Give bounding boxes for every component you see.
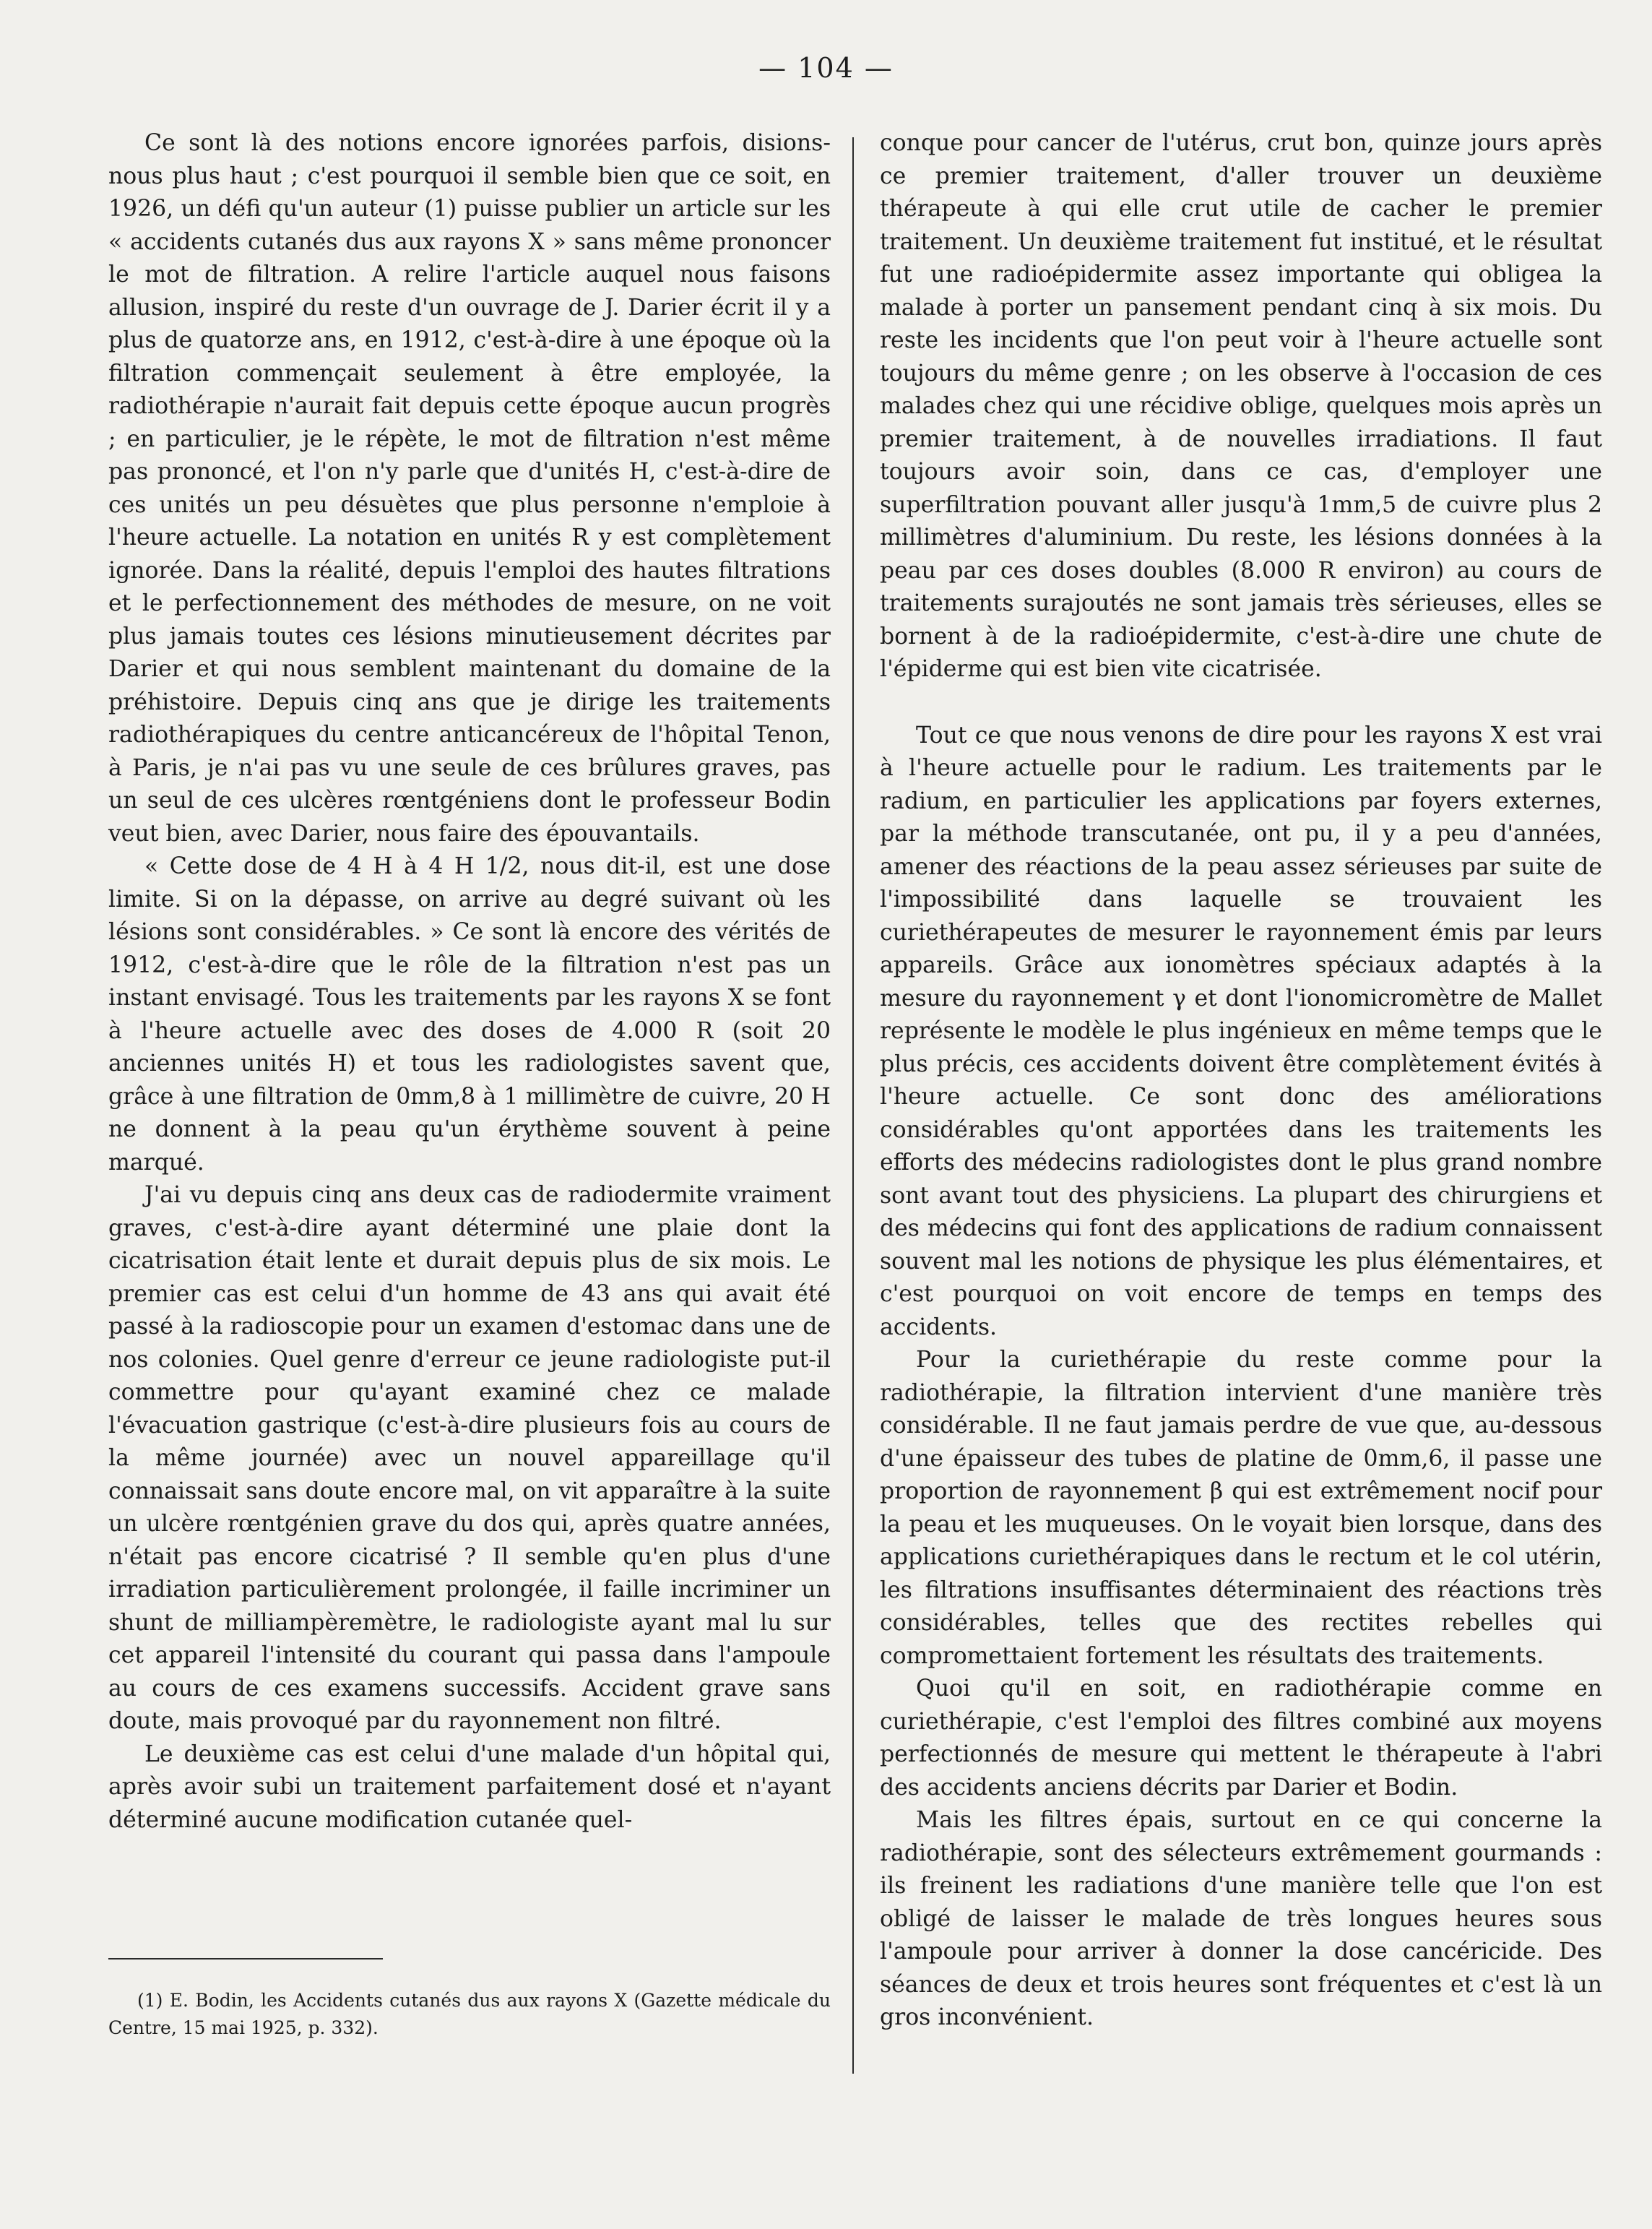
paragraph: conque pour cancer de l'utérus, crut bon, quinze jours après ce premier traitement, d'aller trouver un deuxième thérapeute à qui elle crut utile de cacher le premier traitement. Un deuxième traitement fut institué, et le résultat fut une radioépidermite assez importante qui obligea la malade à porter un pansement pendant cinq à six mois. Du reste les incidents que l'on peut voir à l'heure actuelle sont toujours du même genre ; on les observe à l'occasion de ces malades chez qui une récidive oblige, quelques mois après un premier traitement, à de nouvelles irradiations. Il faut toujours avoir soin, dans ce cas, d'employer une superfiltration pouvant aller jusqu'à 1mm,5 de cuivre plus 2 millimètres d'aluminium. Du reste, les lésions données à la peau par ces doses doubles (8.000 R environ) au cours de traitements surajoutés ne sont jamais très sérieuses, elles se bornent à de la radioépidermite, c'est-à-dire une chute de l'épiderme qui est bien vite cicatrisée.	[880, 130, 1602, 682]
left-column	[108, 127, 831, 1837]
paragraph: Le deuxième cas est celui d'une malade d'un hôpital qui, après avoir subi un traitement parfaitement dosé et n'ayant déterminé aucune modification cutanée quel-	[108, 1741, 831, 1833]
right-column	[880, 127, 1602, 2035]
paragraph: « Cette dose de 4 H à 4 H 1/2, nous dit-il, est une dose limite. Si on la dépasse, on arrive au degré suivant où les lésions sont considérables. » Ce sont là encore des vérités de 1912, c'est-à-dire que le rôle de la filtration n'est pas un instant envisagé. Tous les traitements par les rayons X se font à l'heure actuelle avec des doses de 4.000 R (soit 20 anciennes unités H) et tous les radiologistes savent que, grâce à une filtration de 0mm,8 à 1 millimètre de cuivre, 20 H ne donnent à la peau qu'un érythème souvent à peine marqué.	[108, 853, 831, 1176]
page-number: — 104 —	[758, 52, 894, 84]
footnote-divider	[108, 1958, 383, 1959]
paragraph: Mais les filtres épais, surtout en ce qui concerne la radiothérapie, sont des sélecteurs extrêmement gourmands : ils freinent les radiations d'une manière telle que l'on est obligé de laisser le malade de très longues heures sous l'ampoule pour arriver à donner la dose cancéricide. Des séances de deux et trois heures sont fréquentes et c'est là un gros inconvénient.	[880, 1807, 1602, 2030]
paragraph: Pour la curiethérapie du reste comme pour la radiothérapie, la filtration intervient d'une manière très considérable. Il ne faut jamais perdre de vue que, au-dessous d'une épaisseur des tubes de platine de 0mm,6, il passe une proportion de rayonnement β qui est extrêmement nocif pour la peau et les muqueuses. On le voyait bien lorsque, dans des applications curiethérapiques dans le rectum et le col utérin, les filtrations insuffisantes déterminaient des réactions très considérables, telles que des rectites rebelles qui compromettaient fortement les résultats des traitements.	[880, 1347, 1602, 1669]
footnote: (1) E. Bodin, les Accidents cutanés dus aux rayons X (Gazette médicale du Centre, 15 mai 1925, p. 332).	[108, 1990, 831, 2038]
paragraph: Tout ce que nous venons de dire pour les rayons X est vrai à l'heure actuelle pour le radium. Les traitements par le radium, en particulier les applications par foyers externes, par la méthode transcutanée, ont pu, il y a peu d'années, amener des réactions de la peau assez sérieuses par suite de l'impossibilité dans laquelle se trouvaient les curiethérapeutes de mesurer le rayonnement émis par leurs appareils. Grâce aux ionomètres spéciaux adaptés à la mesure du rayonnement γ et dont l'ionomicromètre de Mallet représente le modèle le plus ingénieux en même temps que le plus précis, ces accidents doivent être complètement évités à l'heure actuelle. Ce sont donc des améliorations considérables qu'ont apportées dans les traitements les efforts des médecins radiologistes dont le plus grand nombre sont avant tout des physiciens. La plupart des chirurgiens et des médecins qui font des applications de radium connaissent souvent mal les notions de physique les plus élémentaires, et c'est pourquoi on voit encore de temps en temps des accidents.	[880, 722, 1602, 1340]
column-divider	[852, 137, 854, 2074]
paragraph: J'ai vu depuis cinq ans deux cas de radiodermite vraiment graves, c'est-à-dire ayant déterminé une plaie dont la cicatrisation était lente et durait depuis plus de six mois. Le premier cas est celui d'un homme de 43 ans qui avait été passé à la radioscopie pour un examen d'estomac dans une de nos colonies. Quel genre d'erreur ce jeune radiologiste put-il commettre pour qu'ayant examiné chez ce malade l'évacuation gastrique (c'est-à-dire plusieurs fois au cours de la même journée) avec un nouvel appareillage qu'il connaissait sans doute encore mal, on vit apparaître à la suite un ulcère rœntgénien grave du dos qui, après quatre années, n'était pas encore cicatrisé ? Il semble qu'en plus d'une irradiation particulièrement prolongée, il faille incriminer un shunt de milliampèremètre, le radiologiste ayant mal lu sur cet appareil l'intensité du courant qui passa dans l'ampoule au cours de ces examens successifs. Accident grave sans doute, mais provoqué par du rayonnement non filtré.	[108, 1182, 831, 1734]
paragraph: Ce sont là des notions encore ignorées parfois, disions-nous plus haut ; c'est pourquoi il semble bien que ce soit, en 1926, un défi qu'un auteur (1) puisse publier un article sur les « accidents cutanés dus aux rayons X » sans même prononcer le mot de filtration. A relire l'article auquel nous faisons allusion, inspiré du reste d'un ouvrage de J. Darier écrit il y a plus de quatorze ans, en 1912, c'est-à-dire à une époque où la filtration commençait seulement à être employée, la radiothérapie n'aurait fait depuis cette époque aucun progrès ; en particulier, je le répète, le mot de filtration n'est même pas prononcé, et l'on n'y parle que d'unités H, c'est-à-dire de ces unités un peu désuètes que plus personne n'emploie à l'heure actuelle. La notation en unités R y est complètement ignorée. Dans la réalité, depuis l'emploi des hautes filtrations et le perfectionnement des méthodes de mesure, on ne voit plus jamais toutes ces lésions minutieusement décrites par Darier et qui nous semblent maintenant du domaine de la préhistoire. Depuis cinq ans que je dirige les traitements radiothérapiques du centre anticancéreux de l'hôpital Tenon, à Paris, je n'ai pas vu une seule de ces brûlures graves, pas un seul de ces ulcères rœntgéniens dont le professeur Bodin veut bien, avec Darier, nous faire des épouvantails.	[108, 130, 831, 847]
paragraph: Quoi qu'il en soit, en radiothérapie comme en curiethérapie, c'est l'emploi des filtres combiné aux moyens perfectionnés de mesure qui mettent le thérapeute à l'abri des accidents anciens décrits par Darier et Bodin.	[880, 1676, 1602, 1801]
